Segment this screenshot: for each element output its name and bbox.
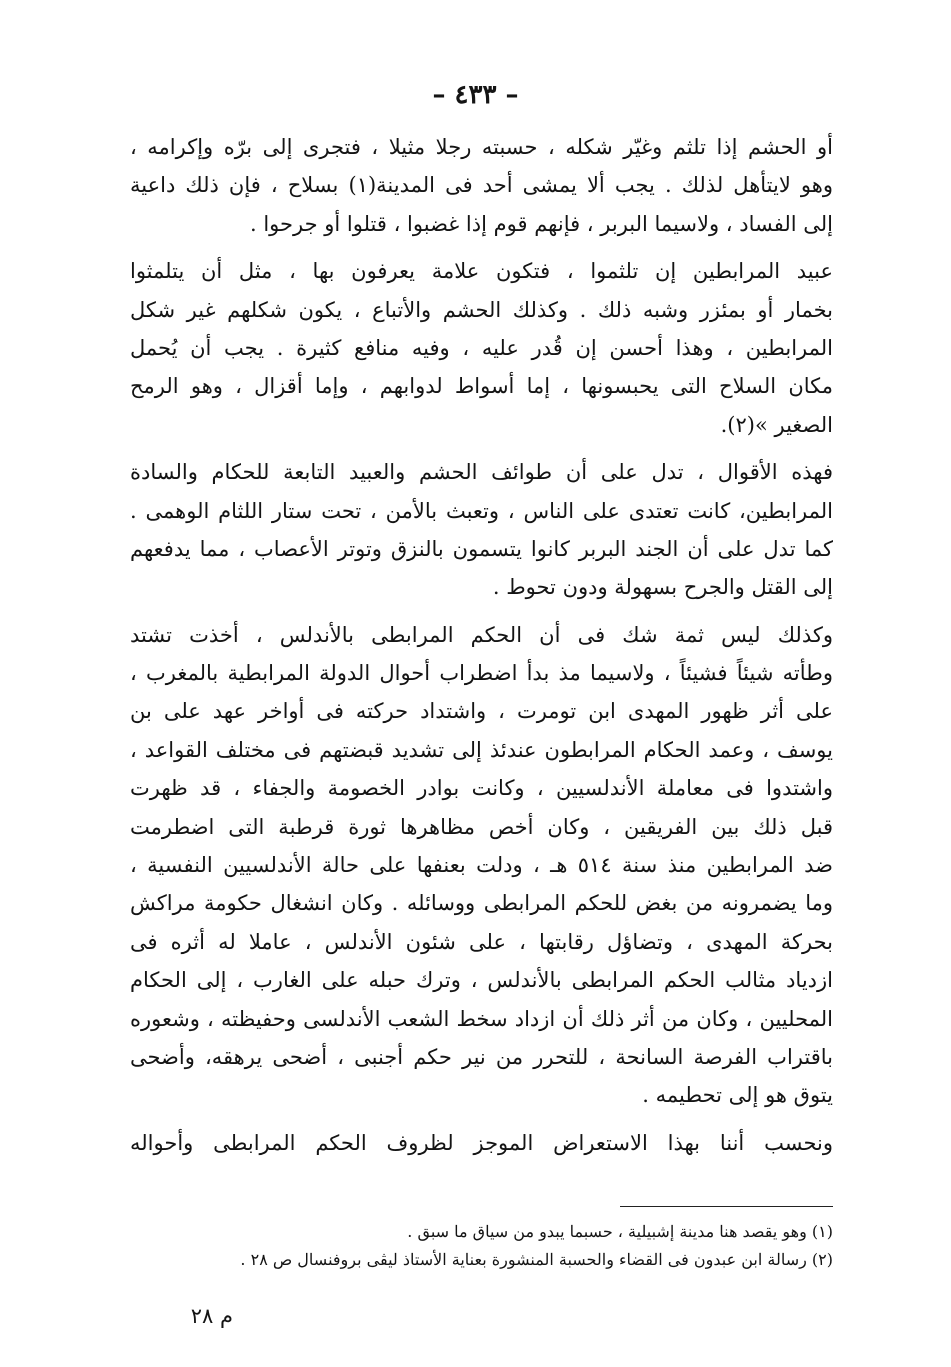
text-line: يوسف ، وعمد الحكام المرابطون عندئذ إلى تشديد قبضتهم فى مختلف القواعد ،: [130, 737, 833, 762]
text-line: ضد المرابطين منذ سنة ٥١٤ هـ ، ودلت بعنفها على حالة الأندلسيين النفسية ،: [130, 853, 833, 878]
paragraph-5: [130, 1124, 833, 1162]
text-line: المرابطين، كانت تعتدى على الناس ، وتعبث بالأمن ، تحت ستار اللثام الوهمى .: [130, 498, 833, 523]
text-line: وكذلك ليس ثمة شك فى أن الحكم المرابطى بالأندلس ، أخذت تشتد: [130, 622, 833, 647]
text-line: مكان السلاح التى يحبسونها ، إما أسواط لدوابهم ، وإما أقزال ، وهو الرمح: [130, 374, 833, 399]
text-line: واشتدوا فى معاملة الأندلسيين ، وكانت بوادر الخصومة والجفاء ، قد ظهرت: [130, 776, 833, 801]
footnotes: [130, 1218, 833, 1274]
text-line: وطأته شيئاً فشيئاً ، ولاسيما مذ بدأ اضطراب أحوال الدولة المرابطية بالمغرب ،: [130, 661, 833, 686]
page-number: – ٤٣٣ –: [432, 80, 519, 110]
paragraph-gap: [130, 444, 833, 453]
paragraph-gap: [130, 243, 833, 252]
body-text: [130, 128, 833, 1162]
text-line: إلى الفساد ، ولاسيما البربر ، فإنهم قوم إذا غضبوا ، قتلوا أو جرحوا .: [250, 211, 833, 236]
footnote-divider: [620, 1206, 833, 1207]
text-line: فهذه الأقوال ، تدل على أن طوائف الحشم والعبيد التابعة للحكام والسادة: [130, 460, 833, 485]
text-line: وهو لايتأهل لذلك . يجب ألا يمشى أحد فى المدينة(١) بسلاح ، فإن ذلك داعية: [130, 173, 833, 198]
footnote-2: (٢) رسالة ابن عبدون فى القضاء والحسبة المنشورة بعناية الأستاذ ليڤى بروفنسال ص ٢٨ .: [240, 1250, 833, 1269]
paragraph-2: [130, 252, 833, 444]
text-line: قبل ذلك بين الفريقين ، وكان أخص مظاهرها ثورة قرطبة التى اضطرمت: [130, 814, 833, 839]
text-line: بحركة المهدى ، وتضاؤل رقابتها ، على شئون الأندلس ، عاملا له أثره فى: [130, 929, 833, 954]
paragraph-4: [130, 616, 833, 1115]
text-line: يتوق هو إلى تحطيمه .: [642, 1083, 833, 1108]
text-line: ازدياد مثالب الحكم المرابطى بالأندلس ، وترك حبله على الغارب ، إلى الحكام: [130, 968, 833, 993]
footnote-1: (١) وهو يقصد هنا مدينة إشبيلية ، حسبما يبدو من سياق ما سبق .: [407, 1222, 833, 1241]
text-line: أو الحشم إذا تلثم وغيّر شكله ، حسبته رجلا مثيلا ، فتجرى إلى برّه وإكرامه ،: [130, 135, 833, 159]
text-line: على أثر ظهور المهدى ابن تومرت ، واشتداد حركته فى أواخر عهد على بن: [130, 699, 833, 724]
text-line: بخمار أو بمئزر وشبه ذلك . وكذلك الحشم والأتباع ، يكون شكلهم غير شكل: [130, 297, 833, 322]
text-line: عبيد المرابطين إن تلثموا ، فتكون علامة يعرفون بها ، مثل أن يتلمثوا: [130, 259, 833, 284]
text-line: المرابطين ، وهذا أحسن إن قُدر عليه ، وفيه منافع كثيرة . يجب أن يُحمل: [130, 335, 833, 360]
paragraph-gap: [130, 1115, 833, 1124]
paragraph-3: [130, 453, 833, 607]
text-line: إلى القتل والجرح بسهولة ودون تحوط .: [492, 575, 833, 600]
text-line: كما تدل على أن الجند البربر كانوا يتسمون بالنزق وتوتر الأعصاب ، مما يدفعهم: [130, 536, 833, 561]
text-line: وما يضمرونه من بغض للحكم المرابطى ووسائله . وكان انشغال حكومة مراكش: [130, 891, 833, 916]
paragraph-1: [130, 128, 833, 243]
paragraph-gap: [130, 607, 833, 616]
text-line: باقتراب الفرصة السانحة ، للتحرر من نير حكم أجنبى ، أضحى يرهقه، وأضحى: [130, 1044, 833, 1069]
signature-mark: م ٢٨: [190, 1304, 233, 1328]
text-line: ونحسب أننا بهذا الاستعراض الموجز لظروف الحكم المرابطى وأحواله: [130, 1130, 833, 1155]
text-line: الصغير »(٢).: [720, 412, 833, 437]
text-line: المحليين ، وكان من أثر ذلك أن ازداد سخط الشعب الأندلسى وحفيظته ، وشعوره: [130, 1006, 833, 1031]
